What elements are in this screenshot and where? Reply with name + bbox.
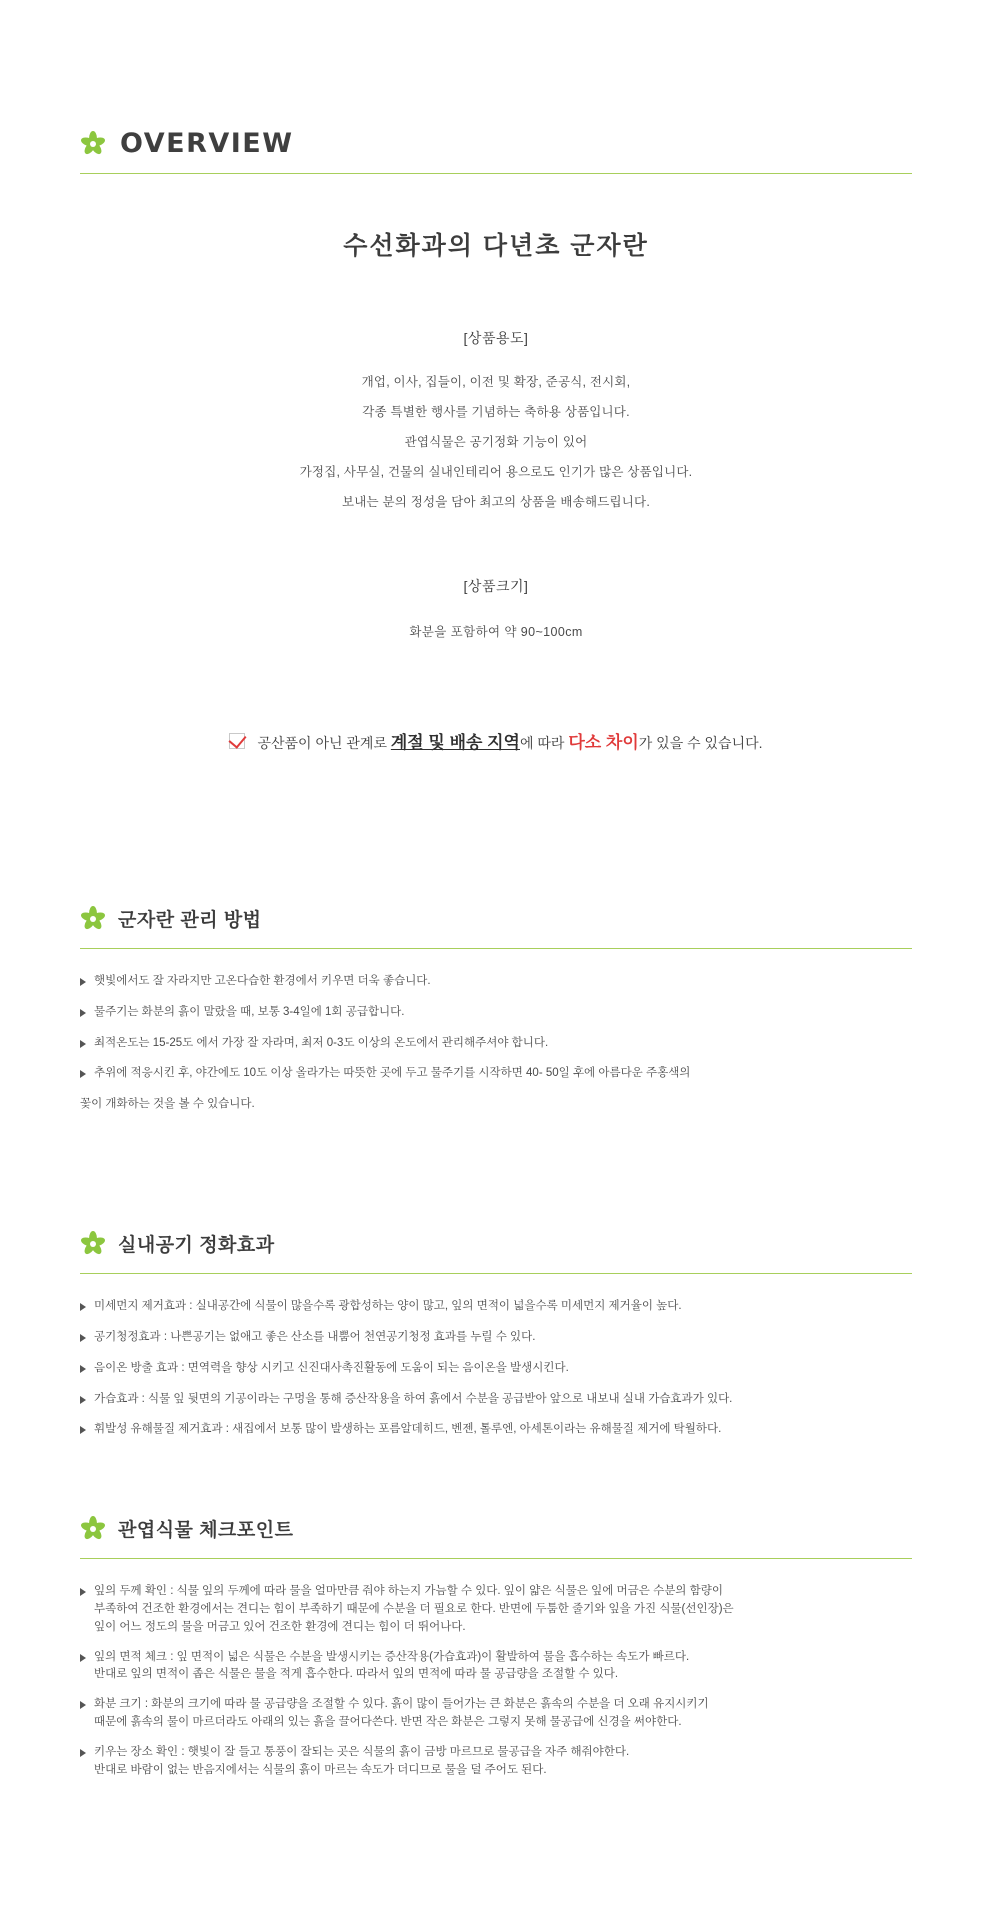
list-item xyxy=(80,1329,912,1347)
triangle-bullet-icon xyxy=(80,978,86,986)
list-item xyxy=(80,1649,912,1685)
overview-header xyxy=(80,0,912,159)
list-item-text: 화분 크기 : 화분의 크기에 따라 물 공급량을 조절할 수 있다. 흙이 많이 들어가는 큰 화분은 흙속의 수분을 더 오래 유지시키기 xyxy=(94,1698,709,1711)
list-item-text: 추위에 적응시킨 후, 야간에도 10도 이상 올라가는 따뜻한 곳에 두고 물주기를 시작하면 40- 50일 후에 아름다운 주홍색의 xyxy=(94,1067,691,1080)
notice-emphasis-difference: 다소 차이 xyxy=(568,733,639,752)
list-item-continuation: 때문에 흙속의 물이 마르더라도 아래의 있는 흙을 끌어다쓴다. 반면 작은 화분은 그렇지 못해 물공급에 신경을 써야한다. xyxy=(94,1716,682,1728)
flower-icon xyxy=(80,1231,106,1257)
list-item-continuation: 잎이 어느 정도의 물을 머금고 있어 건조한 환경에 견디는 힘이 더 뛰어나다. xyxy=(94,1620,466,1633)
list-item xyxy=(80,1065,912,1083)
list-item-continuation: 반대로 잎의 면적이 좁은 식물은 물을 적게 흡수한다. 따라서 잎의 면적에 따라 물 공급량을 조절할 수 있다. xyxy=(94,1668,619,1681)
list-item xyxy=(80,1744,912,1780)
list-item-text: 최적온도는 15-25도 에서 가장 잘 자라며, 최저 0-3도 이상의 온도에서 관리해주셔야 합니다. xyxy=(94,1036,549,1049)
triangle-bullet-icon xyxy=(80,1701,86,1709)
section-care xyxy=(80,905,912,1114)
checkbox-checked-icon xyxy=(229,733,245,749)
notice-text xyxy=(257,728,762,753)
section-checkpoint-header xyxy=(80,1515,912,1542)
list-item xyxy=(80,1421,912,1439)
flower-icon xyxy=(80,1516,106,1542)
list-item-text: 햇빛에서도 잘 자라지만 고온다습한 환경에서 키우면 더욱 좋습니다. xyxy=(94,975,431,987)
notice-part1: 공산품이 아닌 관계로 xyxy=(257,735,391,751)
product-name: 수선화과의 다년초 군자란 xyxy=(343,232,649,260)
list-item-text: 잎의 면적 체크 : 잎 면적이 넓은 식물은 수분을 발생시키는 증산작용(가습효과)이 활발하여 물을 흡수하는 속도가 빠르다. xyxy=(94,1650,690,1663)
flower-icon xyxy=(80,131,106,157)
triangle-bullet-icon xyxy=(80,1426,86,1434)
list-item-text: 잎의 두께 확인 : 식물 잎의 두께에 따라 물을 얼마만큼 줘야 하는지 가늠할 수 있다. 잎이 얇은 식물은 잎에 머금은 수분의 함량이 xyxy=(94,1585,723,1598)
list-item xyxy=(80,973,912,991)
care-list xyxy=(80,973,912,1114)
notice-emphasis-season: 계절 및 배송 지역 xyxy=(390,733,520,752)
list-item-continuation: 반대로 바람이 없는 반음지에서는 식물의 흙이 마르는 속도가 더디므로 물을 덜 주어도 된다. xyxy=(94,1763,547,1776)
notice-banner xyxy=(80,728,912,753)
divider xyxy=(80,1273,912,1274)
triangle-bullet-icon xyxy=(80,1654,86,1662)
triangle-bullet-icon xyxy=(80,1365,86,1373)
usage-description xyxy=(80,372,912,510)
list-item-text: 음이온 방출 효과 : 면역력을 향상 시키고 신진대사촉진활동에 도움이 되는 음이온을 발생시킨다. xyxy=(94,1361,569,1374)
list-item xyxy=(80,1360,912,1378)
usage-line: 관엽식물은 공기정화 기능이 있어 xyxy=(404,435,588,449)
usage-line: 개업, 이사, 집들이, 이전 및 확장, 준공식, 전시회, xyxy=(361,375,631,389)
notice-part2: 에 따라 xyxy=(519,735,569,751)
triangle-bullet-icon xyxy=(80,1070,86,1078)
section-care-title: 군자란 관리 방법 xyxy=(118,910,262,931)
list-item xyxy=(80,1298,912,1316)
section-checkpoint-title: 관엽식물 체크포인트 xyxy=(118,1520,294,1542)
list-item-text: 미세먼지 제거효과 : 실내공간에 식물이 많을수록 광합성하는 양이 많고, 잎의 면적이 넓을수록 미세먼지 제거율이 높다. xyxy=(94,1300,682,1313)
list-item-body xyxy=(94,1649,912,1685)
list-item-text: 키우는 장소 확인 : 햇빛이 잘 들고 통풍이 잘되는 곳은 식물의 흙이 금방 마르므로 물공급을 자주 해줘야한다. xyxy=(94,1745,630,1758)
section-care-header xyxy=(80,905,912,932)
section-air-header xyxy=(80,1230,912,1257)
divider xyxy=(80,173,912,174)
list-item-text: 휘발성 유해물질 제거효과 : 새집에서 보통 많이 발생하는 포름알데히드, 벤젠, 톨루엔, 아세톤이라는 유해물질 제거에 탁월하다. xyxy=(94,1423,722,1436)
list-item xyxy=(80,1583,912,1636)
size-label: [상품크기] xyxy=(463,578,529,594)
triangle-bullet-icon xyxy=(80,1040,86,1048)
list-item-text: 가습효과 : 식물 잎 뒷면의 기공이라는 구멍을 통해 증산작용을 하여 흙에서 수분을 공급받아 앞으로 내보내 실내 가습효과가 있다. xyxy=(94,1392,733,1405)
divider xyxy=(80,1558,912,1559)
list-item-body xyxy=(94,1583,912,1636)
triangle-bullet-icon xyxy=(80,1396,86,1404)
triangle-bullet-icon xyxy=(80,1303,86,1311)
notice-part3: 가 있을 수 있습니다. xyxy=(638,735,763,751)
triangle-bullet-icon xyxy=(80,1009,86,1017)
section-air-purification xyxy=(80,1230,912,1439)
usage-line: 가정집, 사무실, 건물의 실내인테리어 용으로도 인기가 많은 상품입니다. xyxy=(299,465,693,479)
page-title: OVERVIEW xyxy=(120,128,294,159)
section-air-title: 실내공기 정화효과 xyxy=(118,1235,275,1257)
list-item xyxy=(80,1035,912,1053)
size-value: 화분을 포함하여 약 90~100cm xyxy=(409,625,583,639)
list-item-text: 공기청정효과 : 나쁜공기는 없애고 좋은 산소를 내뿜어 천연공기청정 효과를 누릴 수 있다. xyxy=(94,1330,536,1343)
divider xyxy=(80,948,912,949)
list-item-body xyxy=(94,1744,912,1780)
triangle-bullet-icon xyxy=(80,1588,86,1596)
usage-label: [상품용도] xyxy=(463,330,529,346)
usage-line: 각종 특별한 행사를 기념하는 축하용 상품입니다. xyxy=(362,405,630,419)
checkpoint-list xyxy=(80,1583,912,1779)
list-item-continuation: 꽃이 개화하는 것을 볼 수 있습니다. xyxy=(80,1098,255,1111)
list-item xyxy=(80,1391,912,1409)
list-item-body xyxy=(94,1696,912,1732)
list-item xyxy=(80,1696,912,1732)
usage-line: 보내는 분의 정성을 담아 최고의 상품을 배송해드립니다. xyxy=(341,495,651,509)
list-item xyxy=(80,1004,912,1022)
triangle-bullet-icon xyxy=(80,1334,86,1342)
section-checkpoint xyxy=(80,1515,912,1779)
flower-icon xyxy=(80,906,106,932)
list-item-text: 물주기는 화분의 흙이 말랐을 때, 보통 3-4일에 1회 공급합니다. xyxy=(94,1005,405,1018)
triangle-bullet-icon xyxy=(80,1749,86,1757)
air-list xyxy=(80,1298,912,1439)
list-item-continuation: 부족하여 건조한 환경에서는 견디는 힘이 부족하기 때문에 수분을 더 필요로 한다. 반면에 두툼한 줄기와 잎을 가진 식물(선인장)은 xyxy=(94,1602,734,1615)
